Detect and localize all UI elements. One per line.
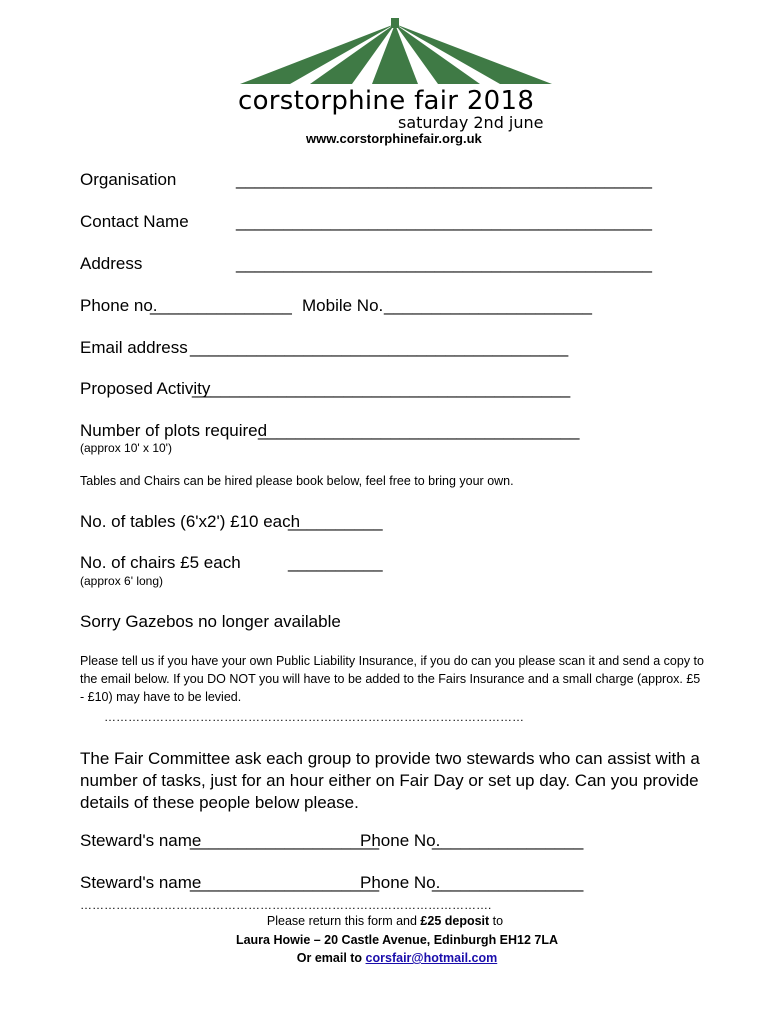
hire-note: Tables and Chairs can be hired please book below, feel free to bring your own.: [80, 474, 514, 488]
steward-2-phone-field[interactable]: ________________: [432, 873, 584, 892]
fair-logo: [230, 18, 560, 136]
organisation-field[interactable]: ____________________________________________: [236, 170, 653, 189]
steward-2-phone-label: Phone No.: [360, 873, 441, 892]
email-field[interactable]: ________________________________________: [190, 338, 569, 357]
chairs-label: No. of chairs £5 each: [80, 553, 241, 572]
steward-1-name-field[interactable]: ____________________: [190, 831, 380, 850]
email-prefix: Or email to: [296, 951, 366, 965]
address-label: Address: [80, 254, 143, 273]
dotted-divider: ……………………………………………………………………………………………: [104, 710, 524, 724]
email-label: Email address: [80, 338, 188, 357]
tables-field[interactable]: __________: [288, 512, 383, 531]
chairs-note: (approx 6' long): [80, 574, 164, 588]
mobile-label: Mobile No.: [302, 296, 384, 315]
insurance-paragraph: Please tell us if you have your own Public Liability Insurance, if you do can you please scan it and send a copy to the email below. If you DO NOT you will have to be added to the Fairs Insurance and a small charge (approx. £5 - £10) may have to be levied.: [80, 654, 704, 704]
plots-label: Number of plots required: [80, 421, 268, 440]
activity-label: Proposed Activity: [80, 379, 211, 398]
steward-1-phone-field[interactable]: ________________: [432, 831, 584, 850]
contact-name-label: Contact Name: [80, 212, 189, 231]
phone-label: Phone no.: [80, 296, 158, 315]
organisation-label: Organisation: [80, 170, 177, 189]
steward-2-label: Steward's name: [80, 873, 202, 892]
steward-1-phone-label: Phone No.: [360, 831, 441, 850]
tables-label: No. of tables (6'x2') £10 each: [80, 512, 301, 531]
deposit-amount: £25 deposit: [420, 914, 490, 928]
chairs-field[interactable]: __________: [288, 553, 383, 572]
mobile-field[interactable]: ______________________: [384, 296, 593, 315]
return-text-end: to: [489, 914, 504, 928]
address-field[interactable]: ____________________________________________: [236, 254, 653, 273]
return-text: Please return this form and: [266, 914, 421, 928]
return-instructions: [0, 914, 770, 928]
stewards-paragraph: The Fair Committee ask each group to provide two stewards who can assist with a number of tasks, just for an hour either on Fair Day or set up day. Can you provide details of these people below please.: [80, 749, 700, 812]
contact-email-link[interactable]: corsfair@hotmail.com: [365, 951, 498, 965]
tent-icon: [230, 18, 560, 88]
logo-date: saturday 2nd june: [398, 113, 544, 132]
phone-field[interactable]: _______________: [150, 296, 292, 315]
contact-name-field[interactable]: ____________________________________________: [236, 212, 653, 231]
website-link[interactable]: www.corstorphinefair.org.uk: [306, 131, 482, 146]
logo-title: corstorphine fair 2018: [238, 86, 535, 116]
dotted-divider-2: ………………………………………………………………………………………….: [80, 898, 492, 912]
steward-1-label: Steward's name: [80, 831, 202, 850]
gazebo-note: Sorry Gazebos no longer available: [80, 612, 341, 631]
steward-2-name-field[interactable]: ____________________: [190, 873, 380, 892]
activity-field[interactable]: ________________________________________: [192, 379, 571, 398]
return-address: Laura Howie – 20 Castle Avenue, Edinburgh EH12 7LA: [235, 933, 559, 947]
email-line: [0, 951, 770, 965]
plots-field[interactable]: __________________________________: [258, 421, 580, 440]
plots-note: (approx 10' x 10'): [80, 441, 172, 455]
